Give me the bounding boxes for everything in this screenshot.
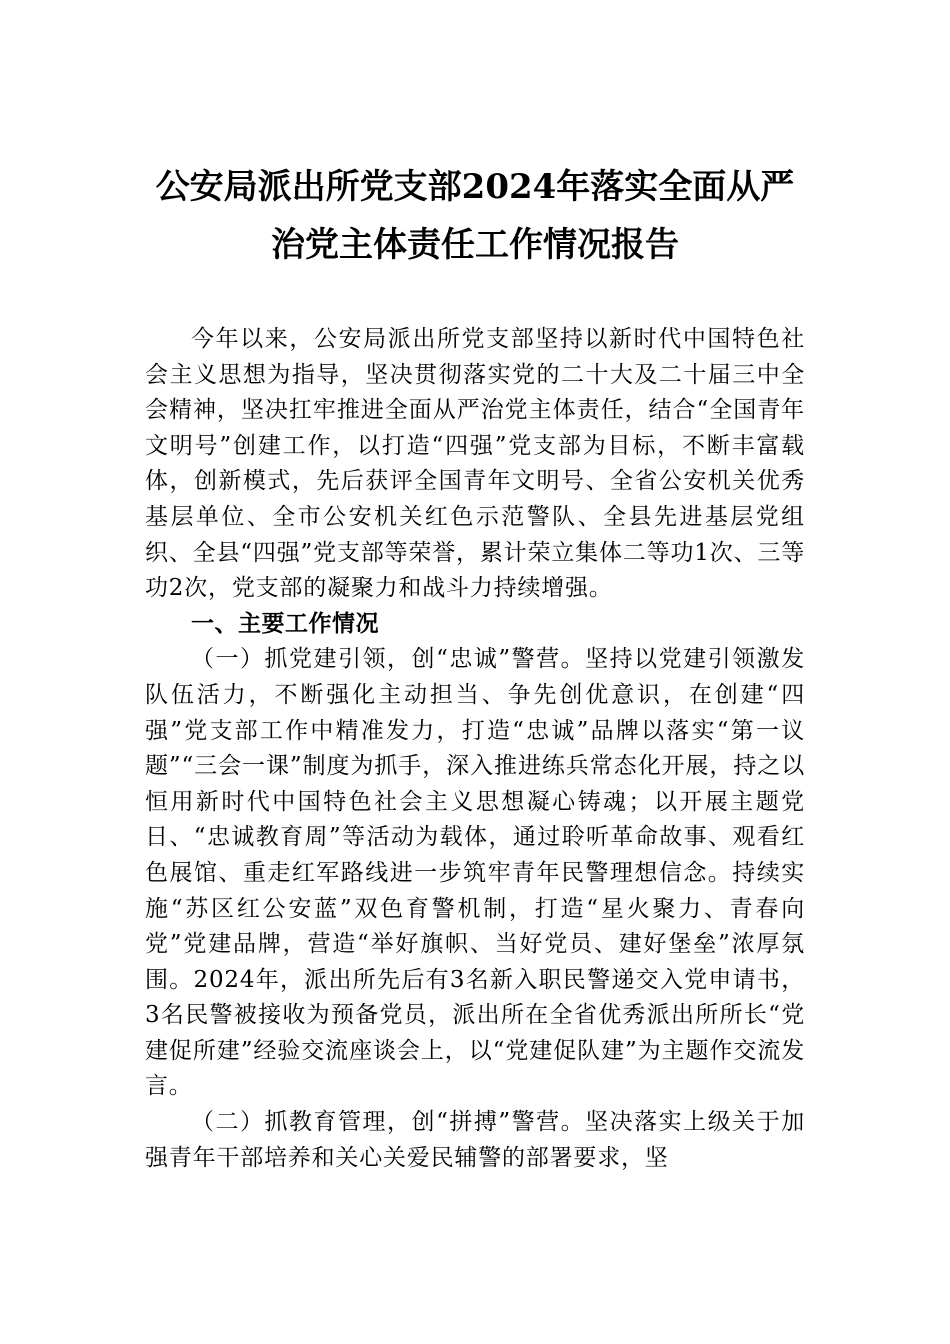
document-body [145,322,805,1176]
document-title-line-1: 公安局派出所党支部2024年落实全面从严 [155,167,795,207]
body-paragraph-2: （二）抓教育管理，创“拼搏”警营。坚决落实上级关于加强青年干部培养和关心关爱民辅警的部署要求，坚 [145,1109,805,1171]
body-paragraph-1: （一）抓党建引领，创“忠诚”警营。坚持以党建引领激发队伍活力，不断强化主动担当、争先创优意识，在创建“四强”党支部工作中精准发力，打造“忠诚”品牌以落实“第一议题”“三会一课”制度为抓手，深入推进练兵常态化开展，持之以恒用新时代中国特色社会主义思想凝心铸魂；以开展主题党日、“忠诚教育周”等活动为载体，通过聆听革命故事、观看红色展馆、重走红军路线进一步筑牢青年民警理想信念。持续实施“苏区红公安蓝”双色育警机制，打造“星火聚力、青春向党”党建品牌，营造“举好旗帜、当好党员、建好堡垒”浓厚氛围。2024年，派出所先后有3名新入职民警递交入党申请书，3名民警被接收为预备党员，派出所在全省优秀派出所所长“党建促所建”经验交流座谈会上，以“党建促队建”为主题作交流发言。 [145,646,805,1100]
intro-paragraph: 今年以来，公安局派出所党支部坚持以新时代中国特色社会主义思想为指导，坚决贯彻落实党的二十大及二十届三中全会精神，坚决扛牢推进全面从严治党主体责任，结合“全国青年文明号”创建工作，以打造“四强”党支部为目标，不断丰富载体，创新模式，先后获评全国青年文明号、全省公安机关优秀基层单位、全市公安机关红色示范警队、全县先进基层党组织、全县“四强”党支部等荣誉，累计荣立集体二等功1次、三等功2次，党支部的凝聚力和战斗力持续增强。 [145,326,805,602]
section-heading: 一、主要工作情况 [191,610,379,637]
document-title-line-2: 治党主体责任工作情况报告 [271,225,679,265]
document-title [140,158,810,274]
